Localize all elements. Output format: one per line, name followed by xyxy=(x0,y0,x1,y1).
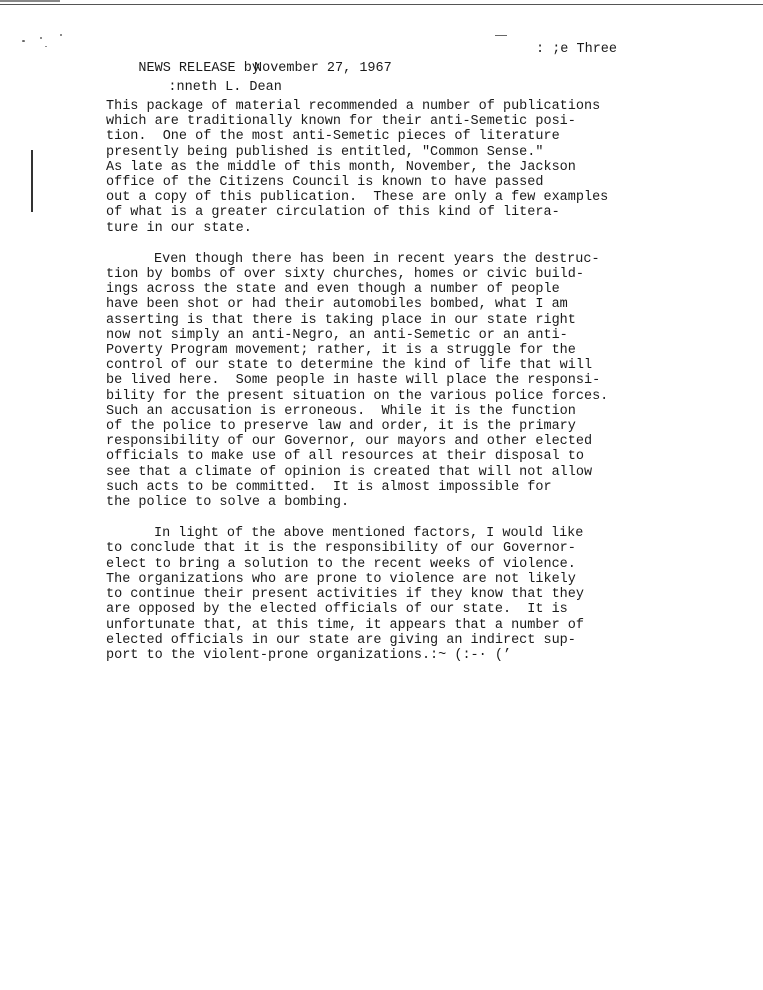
page-number-label: : ;e Three xyxy=(536,42,618,57)
text-line: now not simply an anti-Negro, an anti-Semetic or an anti- xyxy=(106,327,568,343)
text-line: see that a climate of opinion is created that will not allow xyxy=(106,464,593,480)
text-line: ings across the state and even though a number of people xyxy=(106,282,560,298)
text-line: of the police to preserve law and order, it is the primary xyxy=(106,419,576,435)
scan-speck xyxy=(40,37,42,39)
text-line: Such an accusation is erroneous. While it is the function xyxy=(106,403,576,419)
release-author: :nneth L. Dean xyxy=(168,80,282,95)
text-line: the police to solve a bombing. xyxy=(106,495,350,511)
scan-speck xyxy=(22,40,25,42)
top-edge-mark xyxy=(0,0,60,2)
scan-speck xyxy=(495,35,507,36)
text-line: port to the violent-prone organizations.:~ (:-· (’ xyxy=(106,647,512,663)
release-date: November 27, 1967 xyxy=(254,61,392,76)
release-body xyxy=(106,99,726,663)
text-line: elect to bring a solution to the recent weeks of violence. xyxy=(106,556,576,572)
text-line: of what is a greater circulation of this kind of litera- xyxy=(106,205,560,221)
text-line: responsibility of our Governor, our mayors and other elected xyxy=(106,434,593,450)
text-line: As late as the middle of this month, November, the Jackson xyxy=(106,159,576,175)
text-line: be lived here. Some people in haste will place the responsi- xyxy=(106,373,601,389)
text-line: Even though there has been in recent years the destruc- xyxy=(154,251,600,267)
text-line: elected officials in our state are giving an indirect sup- xyxy=(106,632,576,648)
text-line: are opposed by the elected officials of our state. It is xyxy=(106,602,568,618)
text-line: office of the Citizens Council is known to have passed xyxy=(106,175,544,191)
text-line: bility for the present situation on the various police forces. xyxy=(106,388,609,404)
text-line: have been shot or had their automobiles bombed, what I am xyxy=(106,297,568,313)
text-line: This package of material recommended a number of publications xyxy=(106,99,601,114)
scan-speck xyxy=(60,34,62,36)
margin-mark xyxy=(31,150,33,212)
text-line: which are traditionally known for their anti-Semetic posi- xyxy=(106,114,576,130)
text-line: tion by bombs of over sixty churches, homes or civic build- xyxy=(106,267,584,283)
paragraph-2 xyxy=(106,252,726,510)
top-rule xyxy=(0,4,763,5)
text-line: In light of the above mentioned factors, I would like xyxy=(154,526,584,542)
text-line: Poverty Program movement; rather, it is a struggle for the xyxy=(106,343,576,359)
text-line: presently being published is entitled, "Common Sense." xyxy=(106,144,544,160)
text-line: officials to make use of all resources at their disposal to xyxy=(106,449,584,465)
text-line: to conclude that it is the responsibility of our Governor- xyxy=(106,541,576,557)
text-line: tion. One of the most anti-Semetic pieces of literature xyxy=(106,129,560,145)
text-line: unfortunate that, at this time, it appears that a number of xyxy=(106,617,584,633)
paragraph-1 xyxy=(106,99,726,236)
text-line: such acts to be committed. It is almost impossible for xyxy=(106,479,552,495)
paragraph-3 xyxy=(106,526,726,663)
release-label: NEWS RELEASE by xyxy=(138,61,260,76)
text-line: asserting is that there is taking place in our state right xyxy=(106,312,576,328)
text-line: control of our state to determine the kind of life that will xyxy=(106,358,593,374)
scan-speck xyxy=(45,46,47,47)
text-line: out a copy of this publication. These are only a few examples xyxy=(106,190,609,206)
release-header xyxy=(106,40,706,95)
text-line: The organizations who are prone to violence are not likely xyxy=(106,571,576,587)
text-line: ture in our state. xyxy=(106,220,252,236)
text-line: to continue their present activities if they know that they xyxy=(106,587,584,603)
